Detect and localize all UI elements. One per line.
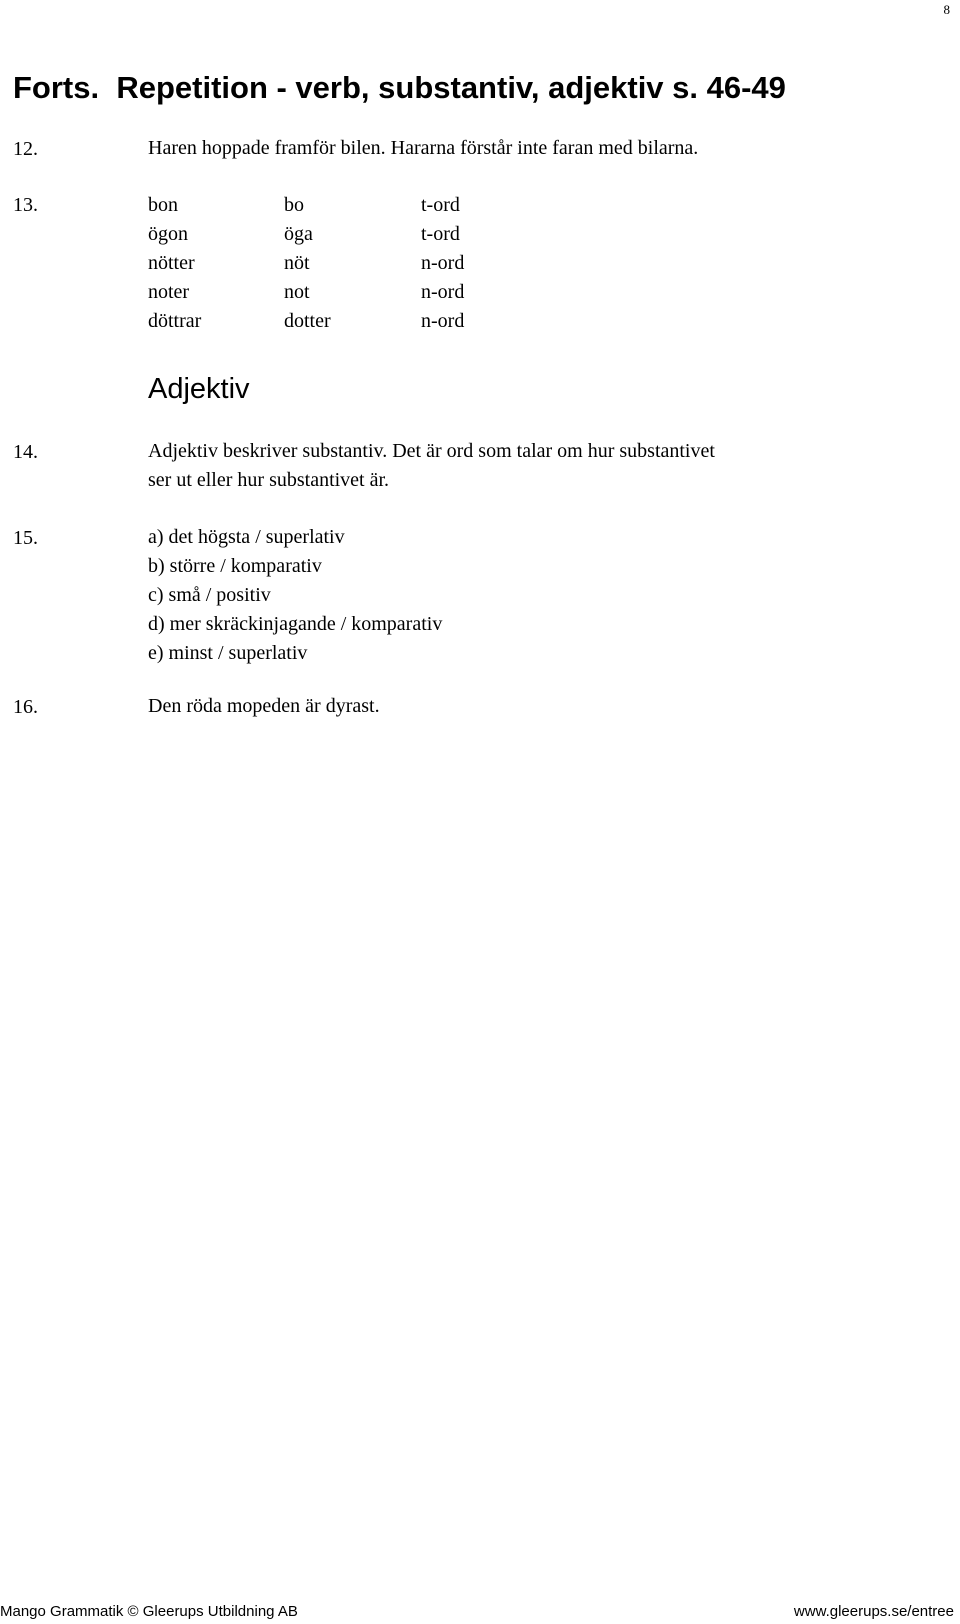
singular-cell: bo [284, 194, 304, 216]
question-13-number: 13. [13, 194, 38, 216]
type-cell: t-ord [421, 194, 460, 216]
answer-line: Adjektiv beskriver substantiv. Det är ord som talar om hur substantivet [148, 440, 715, 462]
type-cell: n-ord [421, 252, 465, 274]
plural-cell: bon [148, 194, 178, 216]
question-16-number: 16. [13, 696, 38, 718]
question-14-answer [148, 437, 715, 495]
list-item: e) minst / superlativ [148, 642, 308, 664]
plural-cell: döttrar [148, 310, 202, 332]
singular-cell: nöt [284, 252, 310, 274]
list-item: a) det högsta / superlativ [148, 526, 345, 548]
footer-website: www.gleerups.se/entree [793, 1603, 954, 1620]
list-item: b) större / komparativ [148, 555, 322, 577]
plural-cell: nötter [148, 252, 195, 274]
type-cell: n-ord [421, 310, 465, 332]
singular-cell: dotter [284, 310, 331, 332]
singular-cell: öga [284, 223, 313, 245]
question-12-number: 12. [13, 138, 38, 160]
question-15-answers [148, 523, 442, 668]
list-item: d) mer skräckinjagande / komparativ [148, 613, 443, 635]
answer-line: ser ut eller hur substantivet är. [148, 469, 390, 491]
list-item: c) små / positiv [148, 584, 271, 606]
singular-cell: not [284, 281, 310, 303]
type-cell: n-ord [421, 281, 465, 303]
question-16-answer: Den röda mopeden är dyrast. [148, 695, 380, 717]
question-14-number: 14. [13, 441, 38, 463]
page-title: Forts. Repetition - verb, substantiv, adjektiv s. 46-49 [13, 70, 786, 105]
section-heading-adjektiv: Adjektiv [148, 373, 250, 405]
plural-cell: noter [148, 281, 190, 303]
type-cell: t-ord [421, 223, 460, 245]
footer-copyright: Mango Grammatik © Gleerups Utbildning AB [0, 1603, 298, 1620]
question-15-number: 15. [13, 527, 38, 549]
question-12-answer: Haren hoppade framför bilen. Hararna förstår inte faran med bilarna. [148, 137, 699, 159]
page-number: 8 [943, 2, 950, 17]
plural-cell: ögon [148, 223, 188, 245]
